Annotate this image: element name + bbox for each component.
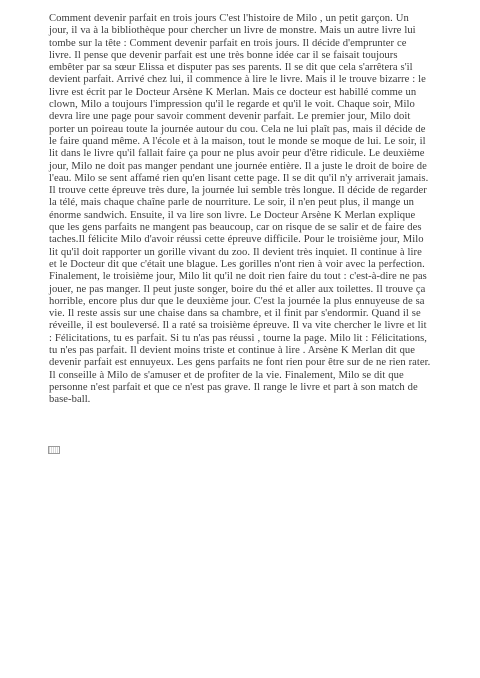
signature-mark-icon <box>48 446 60 454</box>
body-text: Comment devenir parfait en trois jours C'est l'histoire de Milo , un petit garçon. Un jour, il va à la bibliothèque pour chercher un livre de monstre. Mais un autre livre lui tombe sur la tête : Comment devenir parfait en trois jours. Il décide d'emprunter ce livre. Il pense que devenir parfait est une très bonne idée car il se faisait toujours embêter par sa sœur Elissa et disputer pas ses parents. Il se dit que cela s'arrêtera s'il devient parfait. Arrivé chez lui, il commence à lire le livre. Mais il le trouve bizarre : le livre est écrit par le Docteur Arsène K Merlan. Mais ce docteur est habillé comme un clown, Milo a toujours l'impression qu'il le regarde et qu'il le voit. Chaque soir, Milo devra lire une page pour savoir comment devenir parfait. Le premier jour, Milo doit porter un poireau toute la journée autour du cou. Cela ne lui plaît pas, mais il décide de le faire quand même. A l'école et à la maison, tout le monde se moque de lui. Le soir, il lit dans le livre qu'il fallait faire ça pour ne plus avoir peur d'être ridicule. Le deuxième jour, Milo ne doit pas manger pendant une journée entière. Il a juste le droit de boire de l'eau. Milo se sent affamé rien qu'en lisant cette page. Il se dit qu'il n'y arriverait jamais. Il trouve cette épreuve très dure, la journée lui semble très longue. Il décide de regarder la télé, mais chaque chaîne parle de nourriture. Le soir, il n'en peut plus, il mange un énorme sandwich. Ensuite, il va lire son livre. Le Docteur Arsène K Merlan explique que les gens parfaits ne mangent pas beaucoup, car on risque de se salir et de faire des taches.Il félicite Milo d'avoir réussi cette épreuve difficile. Pour le troisième jour, Milo lit qu'il doit rapporter un gorille vivant du zoo. Il devient très inquiet. Il continue à lire et le Docteur dit que c'était une blague. Les gorilles n'ont rien à voir avec la perfection. Finalement, le troisième jour, Milo lit qu'il ne doit rien faire du tout : c'est-à-dire ne pas jouer, ne pas manger. Il peut juste songer, boire du thé et aller aux toilettes. Il trouve ça horrible, encore plus dur que le deuxième jour. C'est la journée la plus ennuyeuse de sa vie. Il reste assis sur une chaise dans sa chambre, et il finit par s'endormir. Quand il se réveille, il est bouleversé. Il a raté sa troisième épreuve. Il va vite chercher le livre et lit : Félicitations, tu es parfait. Si tu n'as pas réussi , tourne la page. Milo lit : Félicitations, tu n'es pas parfait. Il devient moins triste et continue à lire . Arsène K Merlan dit que devenir parfait est ennuyeux. Les gens parfaits ne font rien pour être sur de ne rien rater. Il conseille à Milo de s'amuser et de profiter de la vie. Finalement, Milo se dit que personne n'est parfait et que ce n'est pas grave. Il range le livre et part à son match de base-ball. <box>49 13 431 406</box>
